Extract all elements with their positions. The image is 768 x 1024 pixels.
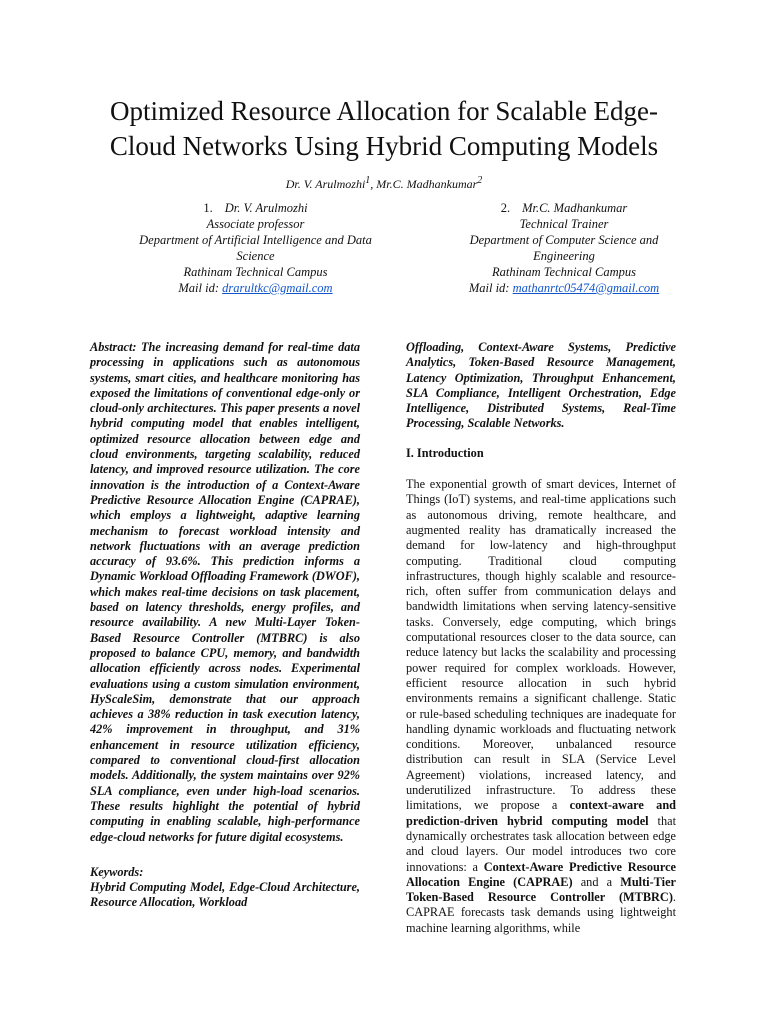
intro-text-1: The exponential growth of smart devices, Internet of Things (IoT) systems, and real-time applications such as autonomous driving, remote healthcare, and augmented reality has dramatically increased the demand for low-latency and high-throughput computing. Traditional cloud computing infrastructures, though highly scalable and resource-rich, often suffer from communication delays and bandwidth limitations when serving latency-sensitive tasks. Conversely, edge computing, which brings computational resources closer to the data source, can reduce latency but lacks the scalability and processing power required for complex workloads. However, efficient resource allocation in such hybrid environments remains a significant challenge. Static or rule-based scheduling techniques are inadequate for handling dynamic workloads and fluctuating network conditions. Moreover, unbalanced resource distribution can result in SLA (Service Level Agreement) violations, increased latency, and underutilized infrastructure. To address these limitations, we propose a [406, 477, 676, 813]
author-2-number: 2. [500, 201, 511, 215]
author-2-name-line [450, 200, 678, 216]
byline-name-1: Dr. V. Arulmozhi [285, 177, 366, 191]
author-1-institution: Rathinam Technical Campus [183, 265, 328, 279]
byline-name-2: , Mr.C. Madhankumar [370, 177, 478, 191]
intro-text-2: that dynamically orchestrates task allocation between edge and cloud layers. Our model introduces two core innovations: a [406, 813, 676, 874]
introduction-paragraph [406, 477, 676, 936]
author-2-department: Department of Computer Science and Engineering [469, 233, 659, 263]
author-2-name: Mr.C. Madhankumar [522, 201, 628, 215]
intro-bold-1: context-aware and prediction-driven hybrid computing model [406, 798, 676, 828]
right-column [406, 340, 676, 936]
author-2-role: Technical Trainer [519, 217, 609, 231]
section-heading-introduction: I. Introduction [406, 445, 484, 460]
author-2-mail-line [450, 280, 678, 296]
intro-bold-2: Context-Aware Predictive Resource Allocation Engine (CAPRAE) [406, 859, 676, 889]
author-1-email-link[interactable]: drarultkc@gmail.com [222, 281, 333, 295]
paper-title: Optimized Resource Allocation for Scalable Edge-Cloud Networks Using Hybrid Computing Models [109, 96, 659, 161]
keywords-heading: Keywords: [90, 864, 144, 879]
author-byline [0, 175, 768, 192]
byline-affiliation-1: 1 [365, 175, 371, 186]
author-1-role: Associate professor [206, 217, 305, 231]
keywords-text-part1: Hybrid Computing Model, Edge-Cloud Architecture, Resource Allocation, Workload [90, 880, 360, 910]
byline-affiliation-2: 2 [477, 175, 483, 186]
author-2-email-link[interactable]: mathanrtc05474@gmail.com [512, 281, 660, 295]
author-block-1 [138, 200, 373, 296]
author-1-name-line [138, 200, 373, 216]
intro-text-4: . CAPRAE forecasts task demands using lightweight machine learning algorithms, while [406, 890, 676, 935]
keywords-text-part2: Offloading, Context-Aware Systems, Predictive Analytics, Token-Based Resource Management, Latency Optimization, Throughput Enhancement, SLA Compliance, Intelligent Orchestration, Edge Intelligence, Distributed Systems, Real-Time Processing, Scalable Networks. [406, 340, 676, 431]
intro-bold-3: Multi-Tier Token-Based Resource Controller (MTBRC) [406, 874, 676, 905]
author-2-mail-label: Mail id: [468, 281, 513, 295]
author-1-department: Department of Artificial Intelligence and Data Science [139, 233, 372, 263]
author-1-mail-label: Mail id: [178, 281, 223, 295]
author-2-institution: Rathinam Technical Campus [492, 265, 636, 279]
left-column [90, 340, 360, 911]
intro-text-3: and a [572, 874, 621, 889]
author-1-number: 1. [203, 201, 213, 215]
author-1-name: Dr. V. Arulmozhi [224, 201, 308, 215]
abstract-text: Abstract: The increasing demand for real-time data processing in applications such as autonomous systems, smart cities, and healthcare monitoring has exposed the limitations of conventional edge-only or cloud-only architectures. This paper presents a novel hybrid computing model that enables intelligent, optimized resource allocation between edge and cloud environments, targeting scalability, reduced latency, and improved resource utilization. The core innovation is the introduction of a Context-Aware Predictive Resource Allocation Engine (CAPRAE), which employs a lightweight, adaptive learning mechanism to forecast workload intensity and network fluctuations with an average prediction accuracy of 93.6%. This prediction informs a Dynamic Workload Offloading Framework (DWOF), which makes real-time decisions on task placement, based on latency thresholds, energy profiles, and resource availability. A new Multi-Layer Token-Based Resource Controller (MTBRC) is also proposed to balance CPU, memory, and bandwidth allocation efficiently across nodes. Experimental evaluations using a custom simulation environment, HyScaleSim, demonstrate that our approach achieves a 38% reduction in task execution latency, 42% improvement in throughput, and 31% enhancement in resource utilization efficiency, compared to conventional cloud-first allocation models. Additionally, the system maintains over 92% SLA compliance, even under high-load scenarios. These results highlight the potential of hybrid computing in enabling scalable, high-performance edge-cloud networks for future digital ecosystems. [90, 340, 360, 844]
author-1-mail-line [138, 280, 373, 296]
author-block-2 [450, 200, 678, 296]
